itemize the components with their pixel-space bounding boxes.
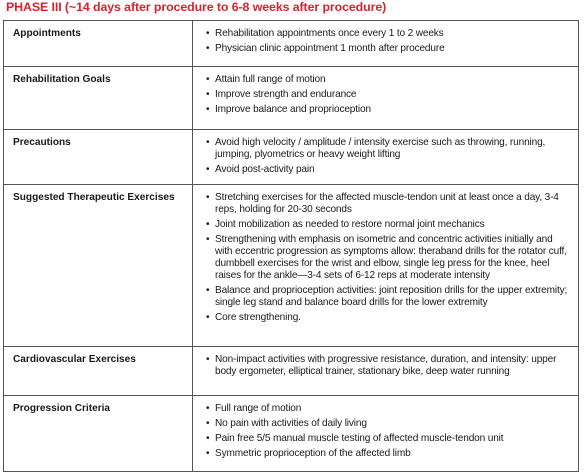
list-item: • Full range of motion: [206, 403, 572, 415]
row-content-progression-criteria: [193, 396, 579, 472]
table-row-cardiovascular-exercises: [4, 347, 579, 396]
list-item: • Joint mobilization as needed to restore normal joint mechanics: [206, 219, 572, 231]
list-item: • Pain free 5/5 manual muscle testing of affected muscle-tendon unit: [206, 433, 572, 445]
list-item: • Strengthening with emphasis on isometric and concentric activities initially and with eccentric progression as symptoms allow: theraband drills for the rotator cuff, dumbbell exercises for the wrist and elbow, single leg press for the knee, heel raises for the ankle—3-4 sets of 6-12 reps at moderate intensity: [206, 234, 572, 282]
row-content-precautions: [193, 130, 579, 185]
list-item: • Core strengthening.: [206, 312, 572, 324]
bullet-list: [206, 74, 572, 116]
list-item: • Non-impact activities with progressive resistance, duration, and intensity: upper body ergometer, elliptical trainer, stationary bike, deep water running: [206, 354, 572, 378]
bullet-list: [206, 354, 572, 378]
list-item: • Avoid high velocity / amplitude / intensity exercise such as throwing, running, jumping, plyometrics or heavy weight lifting: [206, 137, 572, 161]
list-item: • Balance and proprioception activities: joint reposition drills for the upper extremity; single leg stand and balance board drills for the lower extremity: [206, 285, 572, 309]
list-item: • Physician clinic appointment 1 month after procedure: [206, 43, 572, 55]
table-row-progression-criteria: [4, 396, 579, 472]
table-row-precautions: [4, 130, 579, 185]
row-content-appointments: [193, 21, 579, 67]
row-label-progression-criteria: Progression Criteria: [4, 396, 193, 472]
row-label-rehabilitation-goals: Rehabilitation Goals: [4, 67, 193, 130]
list-item: • Rehabilitation appointments once every 1 to 2 weeks: [206, 28, 572, 40]
list-item: • Symmetric proprioception of the affected limb: [206, 448, 572, 460]
bullet-list: [206, 137, 572, 176]
list-item: • Improve balance and proprioception: [206, 104, 572, 116]
row-content-rehabilitation-goals: [193, 67, 579, 130]
bullet-list: [206, 403, 572, 460]
table-row-rehabilitation-goals: [4, 67, 579, 130]
list-item: • Attain full range of motion: [206, 74, 572, 86]
table-row-suggested-therapeutic-exercises: [4, 185, 579, 347]
table-row-appointments: [4, 21, 579, 67]
bullet-list: [206, 28, 572, 55]
list-item: • Avoid post-activity pain: [206, 164, 572, 176]
row-label-precautions: Precautions: [4, 130, 193, 185]
row-label-appointments: Appointments: [4, 21, 193, 67]
list-item: • Improve strength and endurance: [206, 89, 572, 101]
row-content-suggested-therapeutic-exercises: [193, 185, 579, 347]
bullet-list: [206, 192, 572, 324]
list-item: • Stretching exercises for the affected muscle-tendon unit at least once a day, 3-4 reps, holding for 20-30 seconds: [206, 192, 572, 216]
phase-title: PHASE III (~14 days after procedure to 6-8 weeks after procedure): [6, 0, 387, 14]
row-label-cardiovascular-exercises: Cardiovascular Exercises: [4, 347, 193, 396]
row-content-cardiovascular-exercises: [193, 347, 579, 396]
protocol-table: [3, 20, 579, 472]
row-label-suggested-therapeutic-exercises: Suggested Therapeutic Exercises: [4, 185, 193, 347]
list-item: • No pain with activities of daily living: [206, 418, 572, 430]
